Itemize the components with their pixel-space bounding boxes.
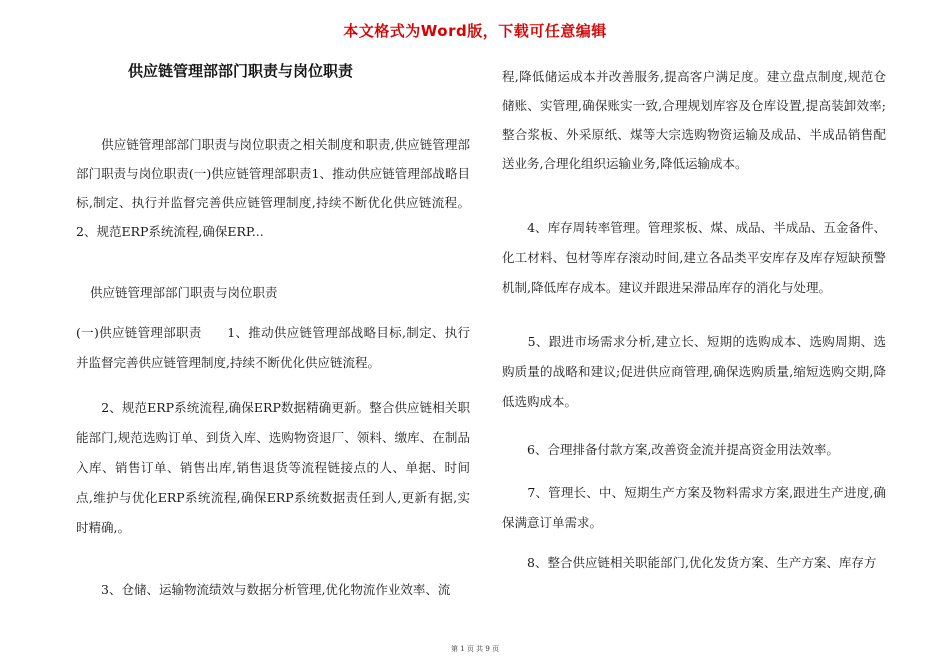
paragraph-1: (一)供应链管理部职责 1、推动供应链管理部战略目标,制定、执行并监督完善供应链管理制度,持续不断优化供应链流程。 (76, 325, 470, 370)
page-number-footer: 第 1 页 共 9 页 (450, 645, 500, 653)
paragraph-8: 8、整合供应链相关职能部门,优化发货方案、生产方案、库存方 (502, 555, 877, 570)
paragraph-2: 2、规范ERP系统流程,确保ERP数据精确更新。整合供应链相关职能部门,规范选购订单、到货入库、选购物资退厂、领料、缴库、在制品入库、销售订单、销售出库,销售退货等流程链接点的人、单据、时间点,维护与优化ERP系统流程,确保ERP系统数据责任到人,更新有据,实时精确,。 (76, 400, 470, 535)
paragraph-5: 5、跟进市场需求分析,建立长、短期的选购成本、选购周期、选购质量的战略和建议;促进供应商管理,确保选购质量,缩短选购交期,降低选购成本。 (502, 334, 886, 409)
paragraph-3: 3、仓储、运输物流绩效与数据分析管理,优化物流作业效率、流 (76, 582, 451, 597)
section-subheading: 供应链管理部部门职责与岗位职责 (90, 285, 278, 300)
document-banner: 本文格式为Word版，下载可任意编辑 (343, 22, 607, 40)
paragraph-3-continued: 程,降低储运成本并改善服务,提高客户满足度。建立盘点制度,规范仓储账、实管理,确保账实一致,合理规划库容及仓库设置,提高装卸效率;整合浆板、外采原纸、煤等大宗选购物资运输及成品、半成品销售配送业务,合理化组织运输业务,降低运输成本。 (502, 69, 886, 171)
paragraph-6: 6、合理排备付款方案,改善资金流并提高资金用法效率。 (502, 442, 839, 457)
paragraph-4: 4、库存周转率管理。管理浆板、煤、成品、半成品、五金备件、化工材料、包材等库存滚动时间,建立各品类平安库存及库存短缺预警机制,降低库存成本。建议并跟进呆滞品库存的消化与处理。 (502, 220, 886, 295)
abstract-paragraph: 供应链管理部部门职责与岗位职责之相关制度和职责,供应链管理部部门职责与岗位职责(一)供应链管理部职责1、推动供应链管理部战略目标,制定、执行并监督完善供应链管理制度,持续不断优化供应链流程。2、规范ERP系统流程,确保ERP... (76, 137, 470, 239)
paragraph-7: 7、管理长、中、短期生产方案及物料需求方案,跟进生产进度,确保满意订单需求。 (502, 485, 886, 530)
document-title: 供应链管理部部门职责与岗位职责 (128, 62, 354, 80)
